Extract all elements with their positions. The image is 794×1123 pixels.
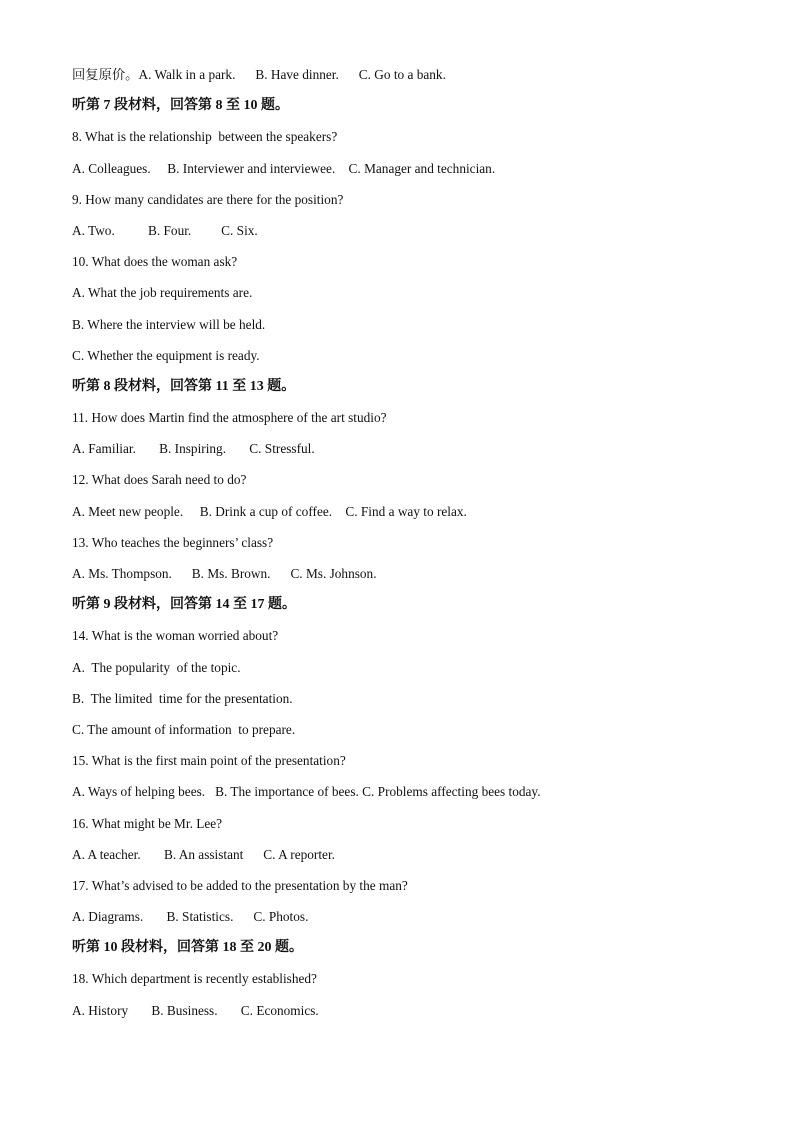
options-line: A. Two. B. Four. C. Six. xyxy=(72,222,258,238)
options-line: A. Diagrams. B. Statistics. C. Photos. xyxy=(72,909,309,925)
options-line: A. Ms. Thompson. B. Ms. Brown. C. Ms. Johnson. xyxy=(72,566,377,581)
section-heading: 听第 10 段材料，回答第 18 至 20 题。 xyxy=(72,940,303,956)
question-line: 15. What is the first main point of the presentation? xyxy=(72,753,346,769)
question-line: 16. What might be Mr. Lee? xyxy=(72,815,223,831)
options-line: A. What the job requirements are. xyxy=(72,285,253,301)
options-line: A. Ways of helping bees. B. The importance of bees. C. Problems affecting bees today. xyxy=(72,784,541,800)
question-line: 18. Which department is recently established? xyxy=(72,971,317,987)
options-line: A. Familiar. B. Inspiring. C. Stressful. xyxy=(72,441,315,457)
options-line: A. The popularity of the topic. xyxy=(72,659,241,675)
question-line: 17. What’s advised to be added to the presentation by the man? xyxy=(72,877,408,893)
document-page xyxy=(72,64,752,1031)
options-line: B. The limited time for the presentation. xyxy=(72,690,293,706)
options-line: A. Colleagues. B. Interviewer and interviewee. C. Manager and technician. xyxy=(72,160,496,176)
question-line: 8. What is the relationship between the speakers? xyxy=(72,129,338,145)
question-line: 12. What does Sarah need to do? xyxy=(72,472,247,488)
options-line: C. Whether the equipment is ready. xyxy=(72,347,260,363)
options-line: C. The amount of information to prepare. xyxy=(72,721,296,737)
question-line: 9. How many candidates are there for the position? xyxy=(72,191,344,207)
options-line: 回复原价。A. Walk in a park. B. Have dinner. C. Go to a bank. xyxy=(72,67,446,82)
section-heading: 听第 8 段材料，回答第 11 至 13 题。 xyxy=(72,378,296,394)
options-line: A. History B. Business. C. Economics. xyxy=(72,1002,319,1018)
options-line: A. A teacher. B. An assistant C. A reporter. xyxy=(72,846,335,862)
section-heading: 听第 7 段材料，回答第 8 至 10 题。 xyxy=(72,98,289,114)
question-line: 11. How does Martin find the atmosphere of the art studio? xyxy=(72,410,387,426)
question-line: 13. Who teaches the beginners’ class? xyxy=(72,534,274,550)
section-heading: 听第 9 段材料，回答第 14 至 17 题。 xyxy=(72,597,296,613)
question-line: 10. What does the woman ask? xyxy=(72,254,238,270)
options-line: B. Where the interview will be held. xyxy=(72,316,266,332)
options-line: A. Meet new people. B. Drink a cup of coffee. C. Find a way to relax. xyxy=(72,503,467,519)
question-line: 14. What is the woman worried about? xyxy=(72,628,279,644)
